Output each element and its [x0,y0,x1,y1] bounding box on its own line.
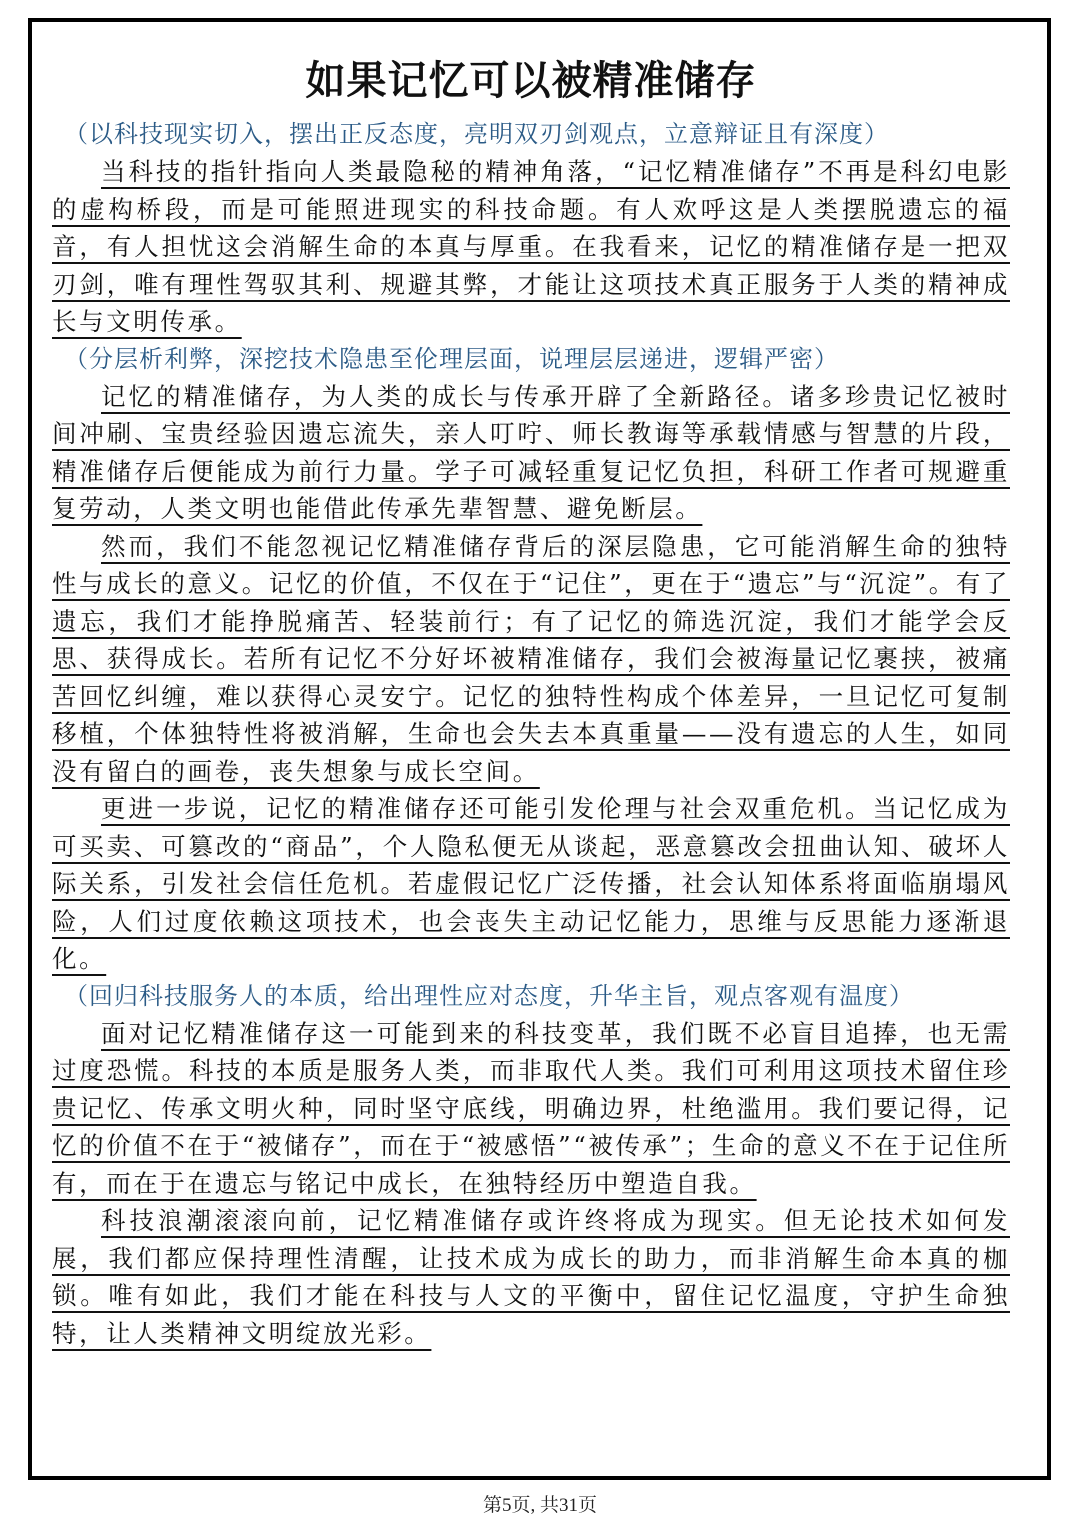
essay-title: 如果记忆可以被精准储存 [305,57,757,104]
annotation-note-analysis: （分层析利弊，深挖技术隐患至伦理层面，说理层层递进，逻辑严密） [64,344,839,373]
paragraph-hidden-risks: 然而，我们不能忽视记忆精准储存背后的深层隐患，它可能消解生命的独特性与成长的意义。记忆的价值，不仅在于“记住”，更在于“遗忘”与“沉淀”。有了遗忘，我们才能挣脱痛苦、轻装前行；有了记忆的筛选沉淀，我们才能学会反思、获得成长。若所有记忆不分好坏被精准储存，我们会被海量记忆裹挟，被痛苦回忆纠缠，难以获得心灵安宁。记忆的独特性构成个体差异，一旦记忆可复制移植，个体独特性将被消解，生命也会失去本真重量——没有遗忘的人生，如同没有留白的画卷，丧失想象与成长空间。 [52,531,1010,786]
annotation-note-conclusion: （回归科技服务人的本质，给出理性应对态度，升华主旨，观点客观有温度） [64,981,914,1010]
annotation-note-intro: （以科技现实切入，摆出正反态度，亮明双刃剑观点，立意辩证且有深度） [64,120,889,148]
paragraph-intro: 当科技的指针指向人类最隐秘的精神角落，“记忆精准储存”不再是科幻电影的虚构桥段，而是可能照进现实的科技命题。有人欢呼这是人类摆脱遗忘的福音，有人担忧这会消解生命的本真与厚重。在我看来，记忆的精准储存是一把双刃剑，唯有理性驾驭其利、规避其弊，才能让这项技术真正服务于人类的精神成长与文明传承。 [52,157,1010,336]
essay-content [52,56,1010,1352]
paragraph-benefits: 记忆的精准储存，为人类的成长与传承开辟了全新路径。诸多珍贵记忆被时间冲刷、宝贵经验因遗忘流失，亲人叮咛、师长教诲等承载情感与智慧的片段，精准储存后便能成为前行力量。学子可减轻重复记忆负担，科研工作者可规避重复劳动，人类文明也能借此传承先辈智慧、避免断层。 [52,381,1010,523]
paragraph-rational-response: 面对记忆精准储存这一可能到来的科技变革，我们既不必盲目追捧，也无需过度恐慌。科技的本质是服务人类，而非取代人类。我们可利用这项技术留住珍贵记忆、传承文明火种，同时坚守底线，明确边界，杜绝滥用。我们要记得，记忆的价值不在于“被储存”，而在于“被感悟”“被传承”；生命的意义不在于记住所有，而在于在遗忘与铭记中成长，在独特经历中塑造自我。 [52,1018,1010,1198]
page-number: 第5页, 共31页 [482,1495,597,1516]
paragraph-closing: 科技浪潮滚滚向前，记忆精准储存或许终将成为现实。但无论技术如何发展，我们都应保持理性清醒，让技术成为成长的助力，而非消解生命本真的枷锁。唯有如此，我们才能在科技与人文的平衡中，留住记忆温度，守护生命独特，让人类精神文明绽放光彩。 [52,1206,1010,1348]
paragraph-ethical-crisis: 更进一步说，记忆的精准储存还可能引发伦理与社会双重危机。当记忆成为可买卖、可篡改的“商品”，个人隐私便无从谈起，恶意篡改会扭曲认知、破坏人际关系，引发社会信任危机。若虚假记忆广泛传播，社会认知体系将面临崩塌风险，人们过度依赖这项技术，也会丧失主动记忆能力，思维与反思能力逐渐退化。 [52,794,1010,973]
